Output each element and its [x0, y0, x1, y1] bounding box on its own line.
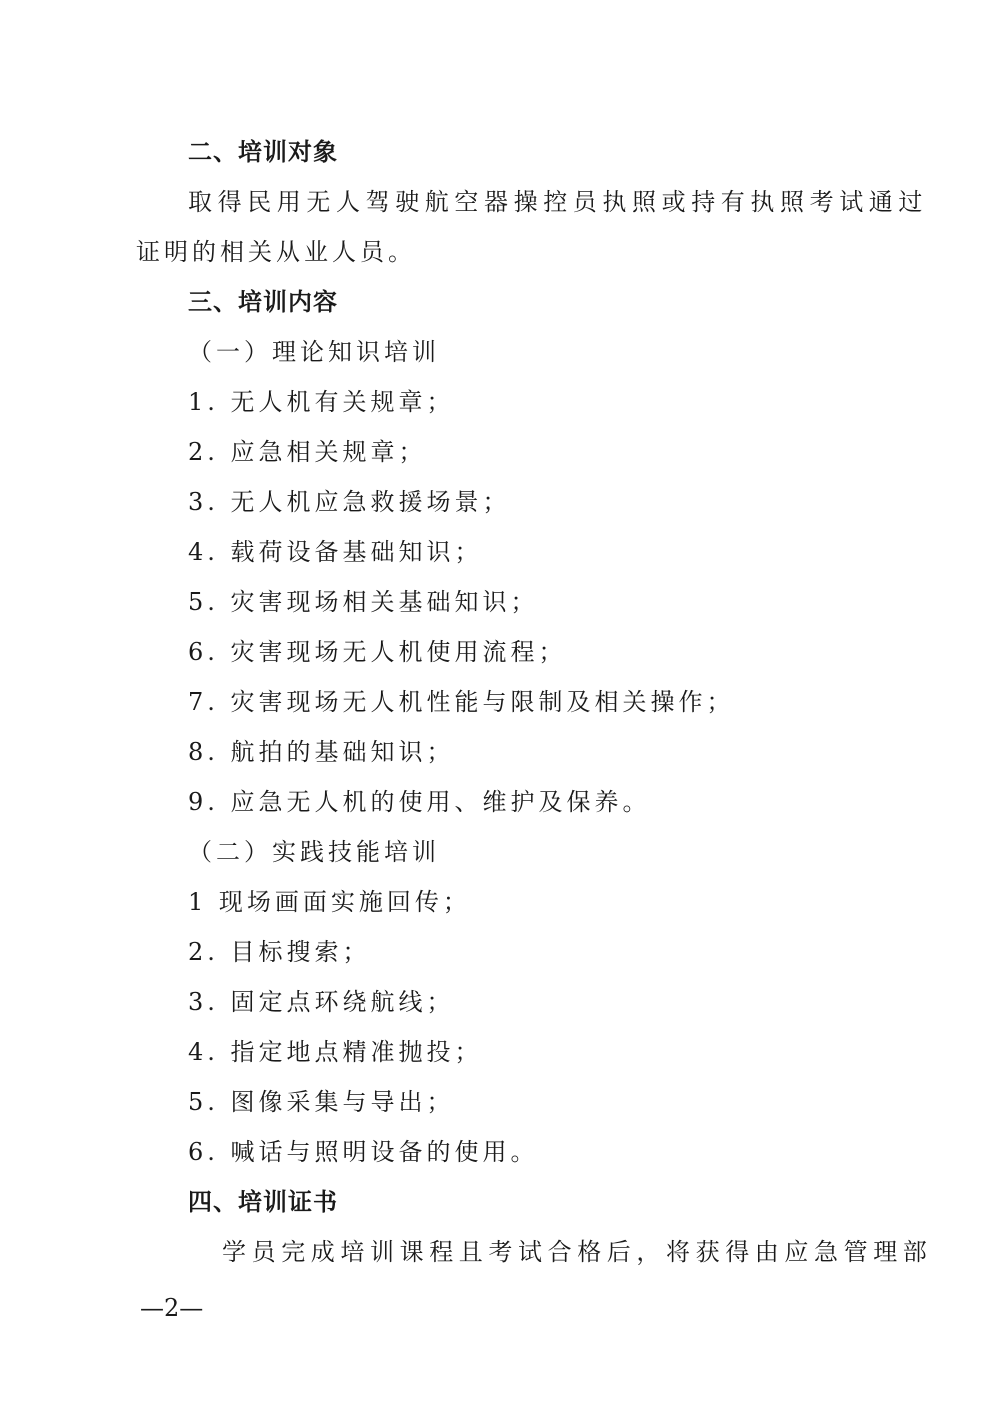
list-item: 6. 喊话与照明设备的使用。	[188, 1138, 539, 1166]
list-item: 7. 灾害现场无人机性能与限制及相关操作；	[188, 688, 735, 716]
list-item: 1. 无人机有关规章；	[188, 388, 455, 416]
page-number: —2—	[140, 1294, 204, 1322]
list-item: 6. 灾害现场无人机使用流程；	[188, 638, 567, 666]
list-item: 8. 航拍的基础知识；	[188, 738, 455, 766]
list-item: 3. 固定点环绕航线；	[188, 988, 455, 1016]
list-item: 5. 图像采集与导出；	[188, 1088, 455, 1116]
subheading-theory: （一）理论知识培训	[188, 338, 440, 366]
subheading-practice: （二）实践技能培训	[188, 838, 440, 866]
section-heading-certificate: 四、培训证书	[188, 1188, 338, 1216]
paragraph-line: 学员完成培训课程且考试合格后，将获得由应急管理部	[222, 1238, 933, 1266]
list-item: 4. 载荷设备基础知识；	[188, 538, 483, 566]
list-item: 3. 无人机应急救援场景；	[188, 488, 511, 516]
list-item: 9. 应急无人机的使用、维护及保养。	[188, 788, 651, 816]
list-item: 4. 指定地点精准抛投；	[188, 1038, 483, 1066]
paragraph-line: 证明的相关从业人员。	[136, 238, 416, 266]
list-item: 5. 灾害现场相关基础知识；	[188, 588, 539, 616]
list-item: 2. 应急相关规章；	[188, 438, 427, 466]
section-heading-content: 三、培训内容	[188, 288, 338, 316]
paragraph-line: 取得民用无人驾驶航空器操控员执照或持有执照考试通过	[188, 188, 928, 216]
section-heading-target: 二、培训对象	[188, 138, 338, 166]
list-item: 2. 目标搜索；	[188, 938, 371, 966]
list-item: 1 现场画面实施回传；	[188, 888, 471, 916]
